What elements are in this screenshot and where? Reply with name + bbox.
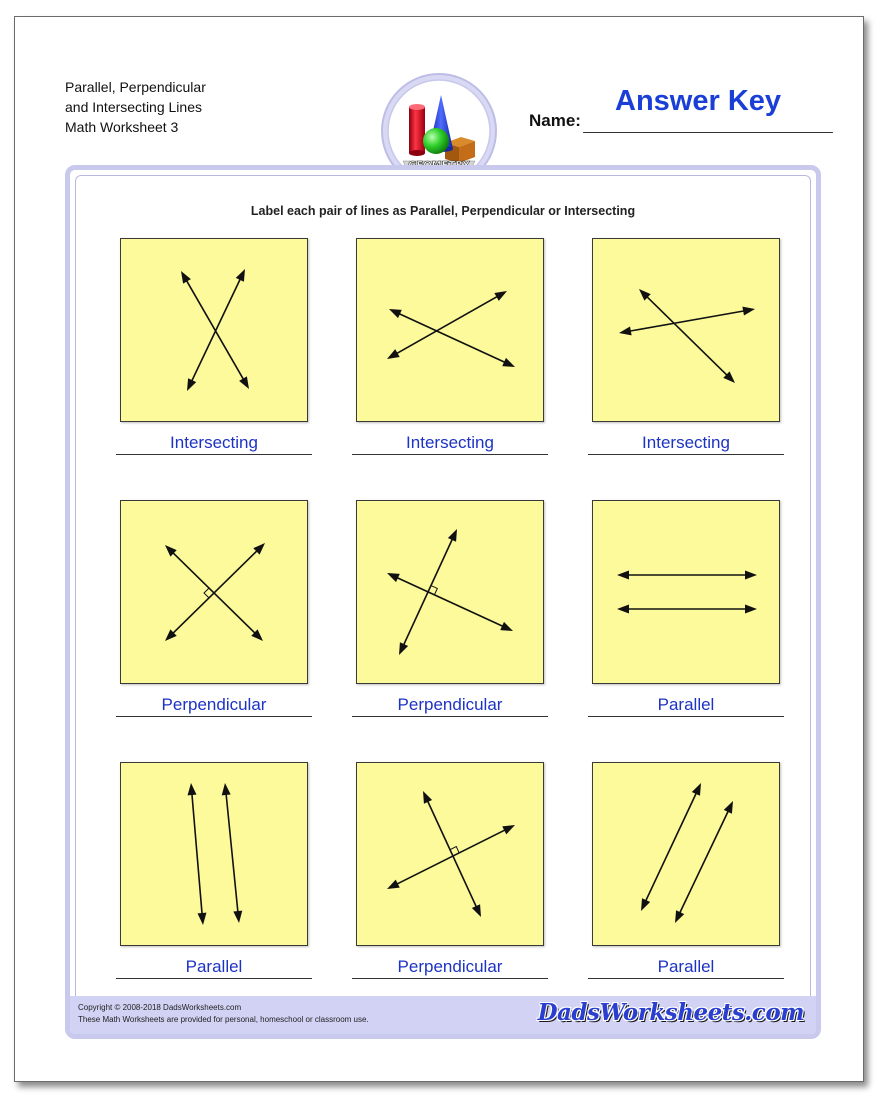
line-figure-box xyxy=(120,500,308,684)
arrowhead xyxy=(188,783,197,795)
line-figure-box xyxy=(120,238,308,422)
arrowhead xyxy=(745,571,757,580)
answer-key-heading: Answer Key xyxy=(615,85,782,117)
arrowhead xyxy=(502,358,515,367)
line-1 xyxy=(192,791,203,917)
arrowhead xyxy=(472,904,481,917)
arrowhead xyxy=(617,605,629,614)
line-2 xyxy=(185,278,245,382)
problem-panel xyxy=(65,165,821,1039)
answer-label: Parallel xyxy=(185,957,243,976)
arrowhead xyxy=(399,642,408,655)
line-1 xyxy=(645,295,730,378)
line-2 xyxy=(394,829,508,886)
arrowhead xyxy=(222,783,231,795)
answer-label: Parallel xyxy=(657,957,715,976)
answer-underline xyxy=(116,454,312,455)
answer-label: Intersecting xyxy=(642,433,730,452)
arrowhead xyxy=(387,573,400,582)
arrowhead xyxy=(198,913,207,925)
arrowhead xyxy=(181,271,191,284)
name-label: Name: xyxy=(529,111,581,130)
arrowhead xyxy=(236,269,245,282)
line-figure xyxy=(357,239,543,421)
right-angle-mark xyxy=(204,588,209,598)
answer-underline xyxy=(352,978,548,979)
answer-underline xyxy=(352,454,548,455)
answer-underline xyxy=(116,716,312,717)
line-2 xyxy=(627,310,747,331)
line-figure xyxy=(357,501,543,683)
line-2 xyxy=(394,576,505,627)
arrowhead xyxy=(641,898,650,911)
footer xyxy=(70,996,816,1034)
answer-underline xyxy=(588,454,784,455)
answer-label: Parallel xyxy=(657,695,715,714)
problem-3 xyxy=(588,238,788,464)
arrowhead xyxy=(502,825,515,834)
arrowhead xyxy=(389,309,402,318)
problem-9 xyxy=(588,762,788,988)
title-line-1: Parallel, Perpendicular xyxy=(65,79,206,95)
line-1 xyxy=(426,798,477,909)
line-figure xyxy=(593,501,779,683)
line-figure-box xyxy=(356,500,544,684)
answer-underline xyxy=(588,978,784,979)
problem-2 xyxy=(352,238,552,464)
arrowhead xyxy=(742,307,755,316)
arrowhead xyxy=(494,291,507,301)
line-1 xyxy=(190,276,241,384)
usage-notice: These Math Worksheets are provided for personal, homeschool or classroom use. xyxy=(78,1015,369,1024)
problem-panel-inner xyxy=(75,175,811,1034)
line-1 xyxy=(644,790,697,904)
title-line-3: Math Worksheet 3 xyxy=(65,119,179,135)
line-2 xyxy=(678,808,729,916)
title-line-2: and Intersecting Lines xyxy=(65,99,202,115)
line-figure xyxy=(121,763,307,945)
answer-label: Perpendicular xyxy=(397,695,503,714)
copyright-block xyxy=(78,1002,369,1026)
problem-8 xyxy=(352,762,552,988)
line-figure xyxy=(593,763,779,945)
answer-label: Intersecting xyxy=(406,433,494,452)
line-figure-box xyxy=(592,500,780,684)
line-figure-box xyxy=(356,762,544,946)
arrowhead xyxy=(500,622,513,631)
line-figure xyxy=(121,239,307,421)
answer-underline xyxy=(588,716,784,717)
line-figure xyxy=(121,501,307,683)
arrowhead xyxy=(448,529,457,542)
dadsworksheets-logo: DadsWorksheets.com xyxy=(537,999,804,1026)
line-figure-box xyxy=(356,238,544,422)
answer-underline xyxy=(352,716,548,717)
problem-1 xyxy=(116,238,316,464)
arrowhead xyxy=(187,378,196,391)
answer-underline xyxy=(116,978,312,979)
problem-7 xyxy=(116,762,316,988)
problem-6 xyxy=(588,500,788,726)
answer-label: Intersecting xyxy=(170,433,258,452)
line-2 xyxy=(396,312,507,363)
arrowhead xyxy=(233,911,242,923)
answer-label: Perpendicular xyxy=(397,957,503,976)
problem-5 xyxy=(352,500,552,726)
arrowhead xyxy=(675,910,684,923)
arrowhead xyxy=(692,783,701,796)
line-figure-box xyxy=(592,238,780,422)
arrowhead xyxy=(387,880,400,889)
line-2 xyxy=(171,549,260,636)
arrowhead xyxy=(239,376,249,389)
line-figure-box xyxy=(120,762,308,946)
line-1 xyxy=(394,295,500,355)
arrowhead xyxy=(724,801,733,814)
arrowhead xyxy=(617,571,629,580)
arrowhead xyxy=(387,349,400,359)
name-underline xyxy=(583,132,833,133)
instructions: Label each pair of lines as Parallel, Perpendicular or Intersecting xyxy=(250,204,636,218)
line-figure xyxy=(357,763,543,945)
arrowhead xyxy=(745,605,757,614)
copyright-text: Copyright © 2008-2018 DadsWorksheets.com xyxy=(78,1003,242,1012)
worksheet-title xyxy=(65,77,265,137)
name-field xyxy=(529,85,833,133)
arrowhead xyxy=(423,791,432,804)
answer-label: Perpendicular xyxy=(161,695,267,714)
problem-4 xyxy=(116,500,316,726)
line-figure-box xyxy=(592,762,780,946)
arrowhead xyxy=(619,326,632,335)
worksheet-page xyxy=(14,16,864,1082)
line-2 xyxy=(226,791,238,915)
line-figure xyxy=(593,239,779,421)
